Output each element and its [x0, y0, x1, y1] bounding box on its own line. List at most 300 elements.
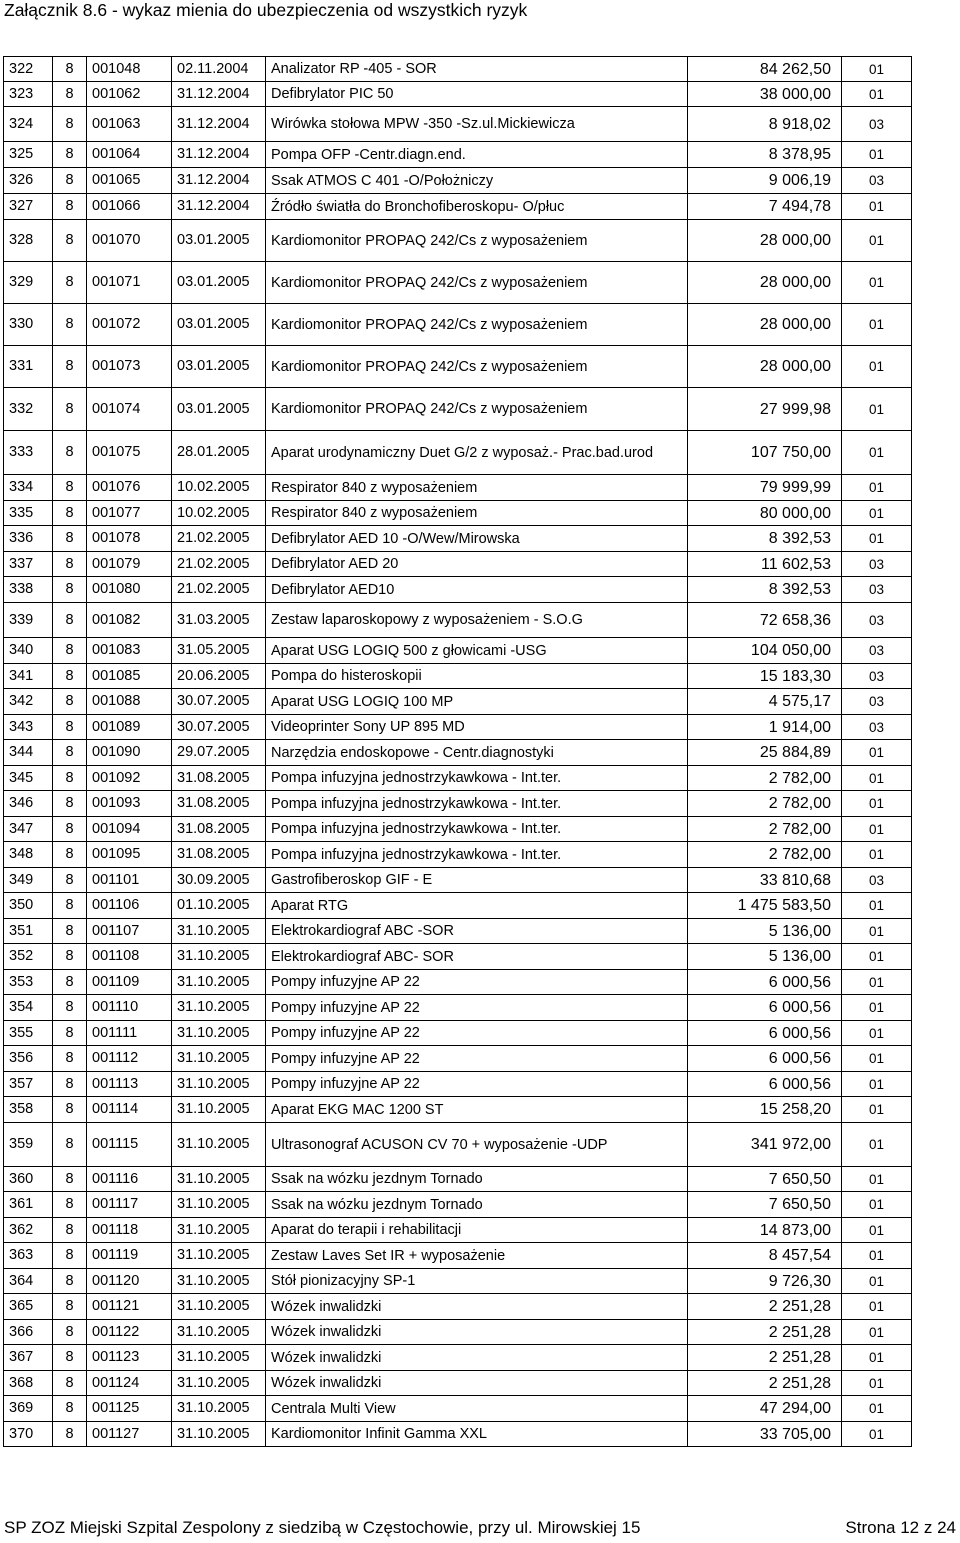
- group-code: 8: [53, 970, 87, 995]
- table-row: [4, 638, 912, 664]
- item-number: 354: [4, 995, 53, 1021]
- acquisition-date: 31.10.2005: [172, 1218, 266, 1243]
- category-code: 01: [842, 262, 912, 304]
- item-name: Pompa infuzyjna jednostrzykawkowa - Int.ter.: [266, 766, 688, 791]
- item-value: 2 251,28: [688, 1320, 842, 1345]
- acquisition-date: 28.01.2005: [172, 431, 266, 475]
- item-value: 9 006,19: [688, 168, 842, 194]
- inventory-number: 001073: [87, 346, 172, 388]
- table-row: [4, 1345, 912, 1371]
- inventory-number: 001064: [87, 142, 172, 168]
- category-code: 01: [842, 220, 912, 262]
- item-name: Ultrasonograf ACUSON CV 70 + wyposażenie -UDP: [266, 1123, 688, 1167]
- group-code: 8: [53, 168, 87, 194]
- inventory-number: 001106: [87, 893, 172, 919]
- footer-institution: SP ZOZ Miejski Szpital Zespolony z siedzibą w Częstochowie, przy ul. Mirowskiej 15: [4, 1518, 641, 1537]
- item-value: 28 000,00: [688, 220, 842, 262]
- item-value: 9 726,30: [688, 1269, 842, 1294]
- table-row: [4, 168, 912, 194]
- item-value: 6 000,56: [688, 1021, 842, 1046]
- item-value: 80 000,00: [688, 501, 842, 526]
- item-value: 8 392,53: [688, 526, 842, 552]
- item-value: 47 294,00: [688, 1396, 842, 1422]
- item-number: 323: [4, 82, 53, 107]
- category-code: 03: [842, 868, 912, 893]
- group-code: 8: [53, 1345, 87, 1371]
- group-code: 8: [53, 638, 87, 664]
- item-number: 322: [4, 57, 53, 82]
- inventory-number: 001093: [87, 791, 172, 817]
- item-name: Defibrylator AED10: [266, 577, 688, 603]
- item-name: Elektrokardiograf ABC -SOR: [266, 919, 688, 944]
- item-value: 341 972,00: [688, 1123, 842, 1167]
- table-row: [4, 304, 912, 346]
- acquisition-date: 31.08.2005: [172, 791, 266, 817]
- acquisition-date: 30.09.2005: [172, 868, 266, 893]
- group-code: 8: [53, 1422, 87, 1447]
- table-row: [4, 893, 912, 919]
- item-number: 368: [4, 1371, 53, 1396]
- acquisition-date: 31.10.2005: [172, 1167, 266, 1192]
- item-name: Analizator RP -405 - SOR: [266, 57, 688, 82]
- group-code: 8: [53, 791, 87, 817]
- group-code: 8: [53, 842, 87, 868]
- item-name: Pompa OFP -Centr.diagn.end.: [266, 142, 688, 168]
- category-code: 01: [842, 1218, 912, 1243]
- inventory-number: 001066: [87, 194, 172, 220]
- inventory-number: 001116: [87, 1167, 172, 1192]
- acquisition-date: 03.01.2005: [172, 262, 266, 304]
- acquisition-date: 31.10.2005: [172, 1123, 266, 1167]
- item-number: 349: [4, 868, 53, 893]
- item-number: 334: [4, 475, 53, 501]
- category-code: 01: [842, 893, 912, 919]
- category-code: 03: [842, 168, 912, 194]
- table-row: [4, 1097, 912, 1123]
- item-number: 356: [4, 1046, 53, 1072]
- table-row: [4, 1021, 912, 1046]
- item-name: Videoprinter Sony UP 895 MD: [266, 715, 688, 740]
- group-code: 8: [53, 57, 87, 82]
- item-value: 2 251,28: [688, 1345, 842, 1371]
- item-name: Elektrokardiograf ABC- SOR: [266, 944, 688, 970]
- item-value: 15 183,30: [688, 664, 842, 689]
- item-value: 2 782,00: [688, 842, 842, 868]
- item-value: 2 782,00: [688, 766, 842, 791]
- item-name: Kardiomonitor PROPAQ 242/Cs z wyposażeniem: [266, 346, 688, 388]
- group-code: 8: [53, 107, 87, 142]
- item-name: Centrala Multi View: [266, 1396, 688, 1422]
- category-code: 01: [842, 142, 912, 168]
- item-value: 6 000,56: [688, 970, 842, 995]
- item-value: 104 050,00: [688, 638, 842, 664]
- inventory-number: 001111: [87, 1021, 172, 1046]
- table-row: [4, 1167, 912, 1192]
- table-row: [4, 262, 912, 304]
- group-code: 8: [53, 1123, 87, 1167]
- group-code: 8: [53, 142, 87, 168]
- acquisition-date: 31.10.2005: [172, 1243, 266, 1269]
- item-number: 340: [4, 638, 53, 664]
- item-number: 337: [4, 552, 53, 577]
- item-number: 370: [4, 1422, 53, 1447]
- item-number: 359: [4, 1123, 53, 1167]
- category-code: 01: [842, 919, 912, 944]
- item-number: 327: [4, 194, 53, 220]
- inventory-number: 001088: [87, 689, 172, 715]
- item-value: 28 000,00: [688, 262, 842, 304]
- category-code: 01: [842, 740, 912, 766]
- table-row: [4, 1192, 912, 1218]
- item-value: 2 782,00: [688, 817, 842, 842]
- category-code: 01: [842, 1371, 912, 1396]
- category-code: 01: [842, 995, 912, 1021]
- inventory-number: 001071: [87, 262, 172, 304]
- inventory-number: 001125: [87, 1396, 172, 1422]
- acquisition-date: 31.10.2005: [172, 1046, 266, 1072]
- group-code: 8: [53, 220, 87, 262]
- acquisition-date: 21.02.2005: [172, 526, 266, 552]
- group-code: 8: [53, 1396, 87, 1422]
- item-value: 5 136,00: [688, 919, 842, 944]
- category-code: 01: [842, 304, 912, 346]
- acquisition-date: 31.10.2005: [172, 1396, 266, 1422]
- table-row: [4, 1269, 912, 1294]
- category-code: 01: [842, 1167, 912, 1192]
- item-number: 358: [4, 1097, 53, 1123]
- category-code: 01: [842, 82, 912, 107]
- item-number: 338: [4, 577, 53, 603]
- acquisition-date: 31.10.2005: [172, 1371, 266, 1396]
- item-name: Wózek inwalidzki: [266, 1345, 688, 1371]
- inventory-number: 001090: [87, 740, 172, 766]
- acquisition-date: 31.03.2005: [172, 603, 266, 638]
- group-code: 8: [53, 388, 87, 431]
- item-number: 325: [4, 142, 53, 168]
- table-row: [4, 1046, 912, 1072]
- item-value: 14 873,00: [688, 1218, 842, 1243]
- category-code: 01: [842, 1294, 912, 1320]
- item-name: Aparat do terapii i rehabilitacji: [266, 1218, 688, 1243]
- table-row: [4, 842, 912, 868]
- item-name: Zestaw Laves Set IR + wyposażenie: [266, 1243, 688, 1269]
- inventory-number: 001062: [87, 82, 172, 107]
- category-code: 01: [842, 1345, 912, 1371]
- inventory-number: 001094: [87, 817, 172, 842]
- acquisition-date: 10.02.2005: [172, 501, 266, 526]
- table-row: [4, 82, 912, 107]
- inventory-number: 001112: [87, 1046, 172, 1072]
- item-name: Aparat USG LOGIQ 500 z głowicami -USG: [266, 638, 688, 664]
- item-number: 329: [4, 262, 53, 304]
- table-row: [4, 501, 912, 526]
- item-number: 328: [4, 220, 53, 262]
- table-row: [4, 1371, 912, 1396]
- table-row: [4, 715, 912, 740]
- inventory-number: 001075: [87, 431, 172, 475]
- item-number: 369: [4, 1396, 53, 1422]
- category-code: 01: [842, 1097, 912, 1123]
- acquisition-date: 31.10.2005: [172, 1072, 266, 1097]
- acquisition-date: 31.10.2005: [172, 1269, 266, 1294]
- group-code: 8: [53, 194, 87, 220]
- item-value: 4 575,17: [688, 689, 842, 715]
- category-code: 01: [842, 1243, 912, 1269]
- item-value: 8 918,02: [688, 107, 842, 142]
- item-name: Stół pionizacyjny SP-1: [266, 1269, 688, 1294]
- group-code: 8: [53, 82, 87, 107]
- group-code: 8: [53, 995, 87, 1021]
- item-number: 341: [4, 664, 53, 689]
- item-name: Ssak na wózku jezdnym Tornado: [266, 1167, 688, 1192]
- group-code: 8: [53, 603, 87, 638]
- group-code: 8: [53, 1269, 87, 1294]
- item-name: Gastrofiberoskop GIF - E: [266, 868, 688, 893]
- item-number: 330: [4, 304, 53, 346]
- category-code: 01: [842, 1192, 912, 1218]
- item-value: 15 258,20: [688, 1097, 842, 1123]
- item-number: 350: [4, 893, 53, 919]
- category-code: 03: [842, 638, 912, 664]
- table-row: [4, 57, 912, 82]
- group-code: 8: [53, 817, 87, 842]
- table-row: [4, 346, 912, 388]
- category-code: 01: [842, 346, 912, 388]
- item-name: Wózek inwalidzki: [266, 1371, 688, 1396]
- table-row: [4, 791, 912, 817]
- item-number: 331: [4, 346, 53, 388]
- acquisition-date: 29.07.2005: [172, 740, 266, 766]
- category-code: 03: [842, 689, 912, 715]
- table-row: [4, 766, 912, 791]
- item-number: 357: [4, 1072, 53, 1097]
- table-row: [4, 552, 912, 577]
- item-number: 343: [4, 715, 53, 740]
- item-name: Defibrylator AED 10 -O/Wew/Mirowska: [266, 526, 688, 552]
- item-number: 345: [4, 766, 53, 791]
- group-code: 8: [53, 868, 87, 893]
- item-name: Defibrylator AED 20: [266, 552, 688, 577]
- acquisition-date: 21.02.2005: [172, 552, 266, 577]
- footer-page-number: Strona 12 z 24: [845, 1518, 956, 1537]
- acquisition-date: 21.02.2005: [172, 577, 266, 603]
- item-name: Respirator 840 z wyposażeniem: [266, 475, 688, 501]
- category-code: 01: [842, 475, 912, 501]
- item-name: Pompy infuzyjne AP 22: [266, 995, 688, 1021]
- inventory-number: 001118: [87, 1218, 172, 1243]
- item-name: Aparat EKG MAC 1200 ST: [266, 1097, 688, 1123]
- table-row: [4, 919, 912, 944]
- item-number: 362: [4, 1218, 53, 1243]
- item-value: 8 378,95: [688, 142, 842, 168]
- inventory-number: 001072: [87, 304, 172, 346]
- group-code: 8: [53, 1294, 87, 1320]
- acquisition-date: 03.01.2005: [172, 346, 266, 388]
- table-row: [4, 1320, 912, 1345]
- acquisition-date: 31.10.2005: [172, 1021, 266, 1046]
- category-code: 01: [842, 766, 912, 791]
- item-name: Pompa infuzyjna jednostrzykawkowa - Int.ter.: [266, 817, 688, 842]
- category-code: 03: [842, 107, 912, 142]
- acquisition-date: 03.01.2005: [172, 304, 266, 346]
- item-name: Źródło światła do Bronchofiberoskopu- O/płuc: [266, 194, 688, 220]
- table-row: [4, 1072, 912, 1097]
- item-number: 367: [4, 1345, 53, 1371]
- group-code: 8: [53, 1021, 87, 1046]
- table-row: [4, 107, 912, 142]
- acquisition-date: 31.10.2005: [172, 1320, 266, 1345]
- acquisition-date: 31.10.2005: [172, 919, 266, 944]
- inventory-number: 001120: [87, 1269, 172, 1294]
- group-code: 8: [53, 715, 87, 740]
- acquisition-date: 31.10.2005: [172, 1294, 266, 1320]
- group-code: 8: [53, 944, 87, 970]
- item-name: Ssak na wózku jezdnym Tornado: [266, 1192, 688, 1218]
- item-number: 336: [4, 526, 53, 552]
- category-code: 01: [842, 817, 912, 842]
- inventory-number: 001063: [87, 107, 172, 142]
- item-value: 25 884,89: [688, 740, 842, 766]
- table-row: [4, 1243, 912, 1269]
- category-code: 01: [842, 1123, 912, 1167]
- item-name: Pompa infuzyjna jednostrzykawkowa - Int.ter.: [266, 791, 688, 817]
- inventory-number: 001109: [87, 970, 172, 995]
- table-row: [4, 1218, 912, 1243]
- category-code: 03: [842, 577, 912, 603]
- item-value: 1 914,00: [688, 715, 842, 740]
- inventory-number: 001095: [87, 842, 172, 868]
- item-value: 7 650,50: [688, 1167, 842, 1192]
- item-name: Wózek inwalidzki: [266, 1294, 688, 1320]
- item-name: Narzędzia endoskopowe - Centr.diagnostyki: [266, 740, 688, 766]
- inventory-number: 001079: [87, 552, 172, 577]
- group-code: 8: [53, 766, 87, 791]
- item-number: 360: [4, 1167, 53, 1192]
- category-code: 01: [842, 1269, 912, 1294]
- acquisition-date: 31.10.2005: [172, 995, 266, 1021]
- acquisition-date: 31.05.2005: [172, 638, 266, 664]
- inventory-number: 001082: [87, 603, 172, 638]
- item-value: 7 650,50: [688, 1192, 842, 1218]
- acquisition-date: 31.10.2005: [172, 1345, 266, 1371]
- item-name: Pompy infuzyjne AP 22: [266, 1072, 688, 1097]
- category-code: 03: [842, 552, 912, 577]
- item-name: Defibrylator PIC 50: [266, 82, 688, 107]
- item-number: 364: [4, 1269, 53, 1294]
- inventory-number: 001115: [87, 1123, 172, 1167]
- inventory-number: 001077: [87, 501, 172, 526]
- group-code: 8: [53, 689, 87, 715]
- category-code: 01: [842, 431, 912, 475]
- inventory-number: 001107: [87, 919, 172, 944]
- inventory-number: 001048: [87, 57, 172, 82]
- item-value: 72 658,36: [688, 603, 842, 638]
- inventory-number: 001078: [87, 526, 172, 552]
- item-value: 5 136,00: [688, 944, 842, 970]
- acquisition-date: 31.12.2004: [172, 168, 266, 194]
- item-number: 342: [4, 689, 53, 715]
- table-row: [4, 220, 912, 262]
- group-code: 8: [53, 1046, 87, 1072]
- item-number: 352: [4, 944, 53, 970]
- group-code: 8: [53, 577, 87, 603]
- item-name: Aparat urodynamiczny Duet G/2 z wyposaż.- Prac.bad.urod: [266, 431, 688, 475]
- inventory-number: 001110: [87, 995, 172, 1021]
- document-header: Załącznik 8.6 - wykaz mienia do ubezpieczenia od wszystkich ryzyk: [4, 0, 528, 20]
- item-value: 33 705,00: [688, 1422, 842, 1447]
- inventory-number: 001092: [87, 766, 172, 791]
- inventory-number: 001124: [87, 1371, 172, 1396]
- inventory-number: 001127: [87, 1422, 172, 1447]
- item-number: 365: [4, 1294, 53, 1320]
- item-value: 38 000,00: [688, 82, 842, 107]
- inventory-number: 001117: [87, 1192, 172, 1218]
- item-name: Kardiomonitor PROPAQ 242/Cs z wyposażeniem: [266, 388, 688, 431]
- inventory-number: 001080: [87, 577, 172, 603]
- acquisition-date: 03.01.2005: [172, 388, 266, 431]
- inventory-number: 001108: [87, 944, 172, 970]
- table-row: [4, 970, 912, 995]
- acquisition-date: 31.08.2005: [172, 817, 266, 842]
- item-number: 344: [4, 740, 53, 766]
- inventory-number: 001076: [87, 475, 172, 501]
- acquisition-date: 30.07.2005: [172, 689, 266, 715]
- item-name: Respirator 840 z wyposażeniem: [266, 501, 688, 526]
- acquisition-date: 31.12.2004: [172, 82, 266, 107]
- item-number: 353: [4, 970, 53, 995]
- table-row: [4, 664, 912, 689]
- acquisition-date: 30.07.2005: [172, 715, 266, 740]
- item-number: 366: [4, 1320, 53, 1345]
- category-code: 03: [842, 664, 912, 689]
- category-code: 01: [842, 1046, 912, 1072]
- group-code: 8: [53, 475, 87, 501]
- table-row: [4, 1422, 912, 1447]
- inventory-number: 001083: [87, 638, 172, 664]
- group-code: 8: [53, 1218, 87, 1243]
- inventory-number: 001089: [87, 715, 172, 740]
- acquisition-date: 02.11.2004: [172, 57, 266, 82]
- item-number: 348: [4, 842, 53, 868]
- group-code: 8: [53, 664, 87, 689]
- group-code: 8: [53, 1097, 87, 1123]
- group-code: 8: [53, 1192, 87, 1218]
- inventory-number: 001065: [87, 168, 172, 194]
- item-value: 2 782,00: [688, 791, 842, 817]
- item-value: 8 392,53: [688, 577, 842, 603]
- asset-table: [3, 56, 912, 1447]
- item-name: Zestaw laparoskopowy z wyposażeniem - S.O.G: [266, 603, 688, 638]
- item-name: Kardiomonitor Infinit Gamma XXL: [266, 1422, 688, 1447]
- item-name: Wirówka stołowa MPW -350 -Sz.ul.Mickiewicza: [266, 107, 688, 142]
- item-number: 326: [4, 168, 53, 194]
- table-row: [4, 868, 912, 893]
- item-name: Kardiomonitor PROPAQ 242/Cs z wyposażeniem: [266, 304, 688, 346]
- acquisition-date: 03.01.2005: [172, 220, 266, 262]
- acquisition-date: 31.08.2005: [172, 842, 266, 868]
- item-value: 7 494,78: [688, 194, 842, 220]
- acquisition-date: 31.10.2005: [172, 970, 266, 995]
- item-value: 6 000,56: [688, 1072, 842, 1097]
- item-name: Pompy infuzyjne AP 22: [266, 970, 688, 995]
- category-code: 03: [842, 603, 912, 638]
- group-code: 8: [53, 1371, 87, 1396]
- inventory-number: 001070: [87, 220, 172, 262]
- group-code: 8: [53, 262, 87, 304]
- category-code: 01: [842, 501, 912, 526]
- item-number: 361: [4, 1192, 53, 1218]
- table-row: [4, 475, 912, 501]
